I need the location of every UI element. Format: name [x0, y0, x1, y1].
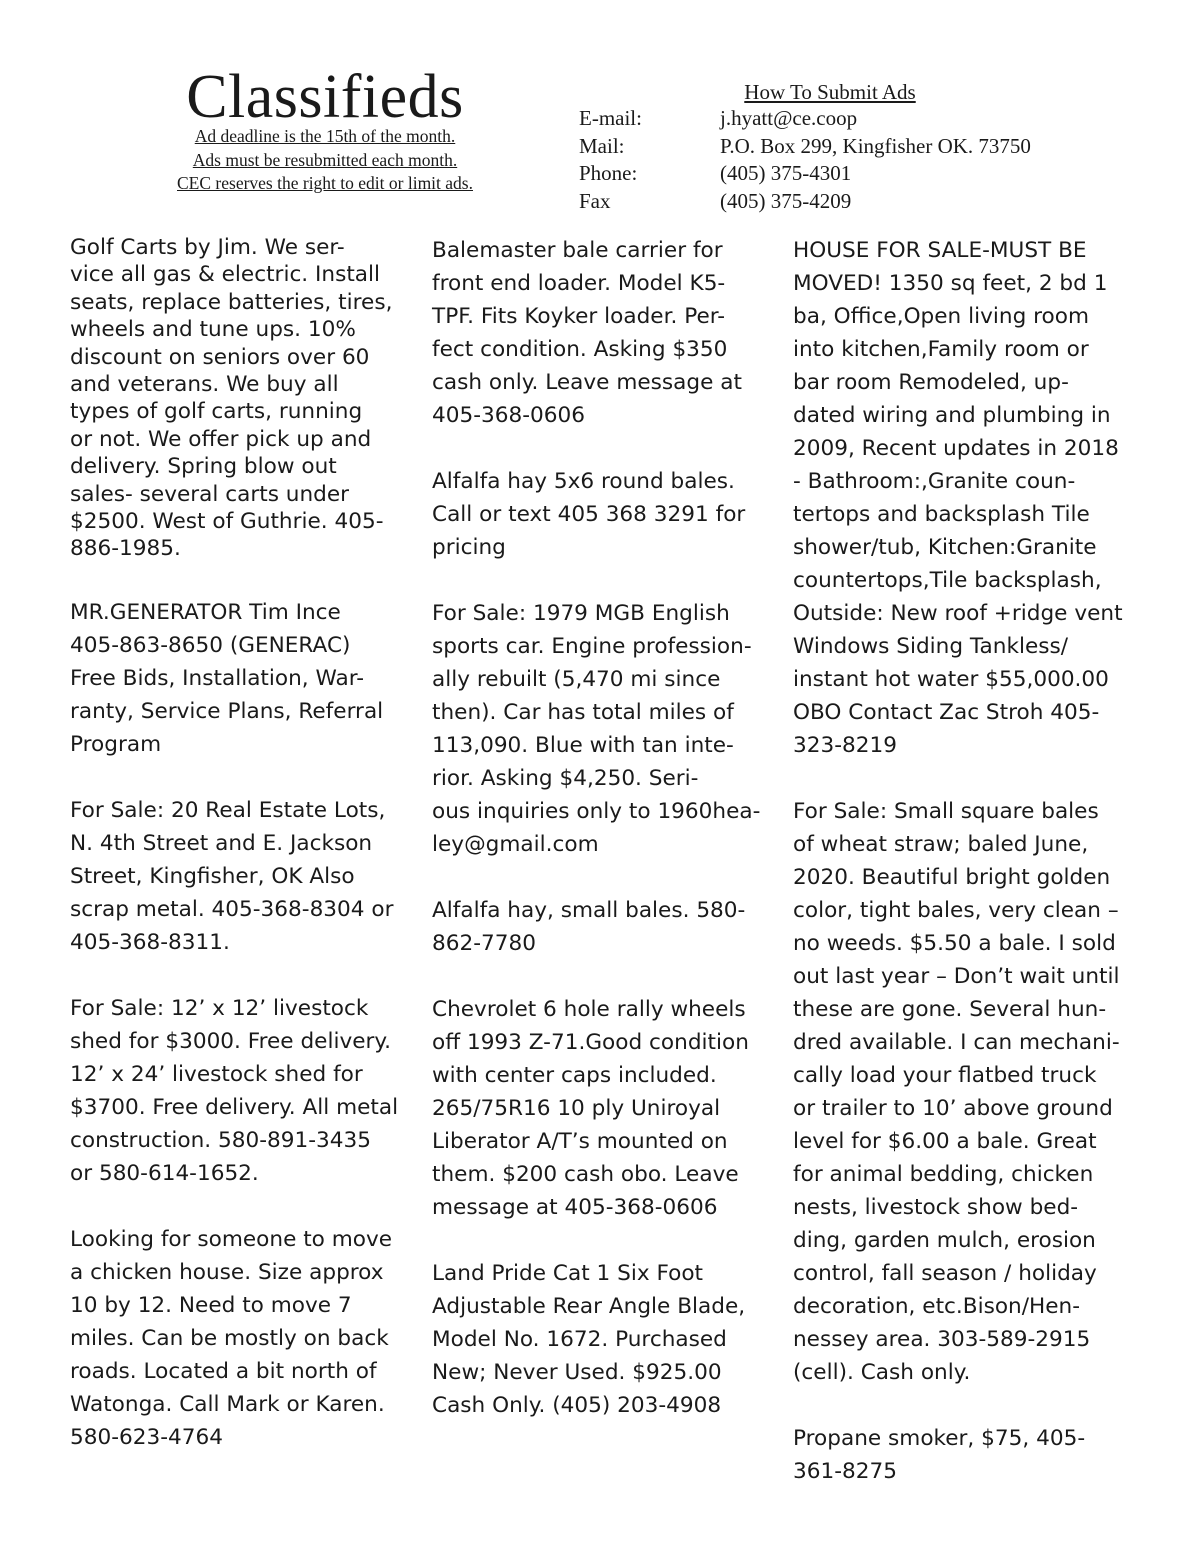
ad-text-line: wheels and tune ups. 10%	[70, 317, 356, 343]
ad-text-line: and veterans. We buy all	[70, 372, 339, 398]
ad-text-line: tertops and backsplash Tile	[793, 502, 1090, 527]
ad-text-line: Liberator A/T’s mounted on	[432, 1129, 728, 1154]
ad-text-line: control, fall season / holiday	[793, 1261, 1097, 1286]
ad-text-line: or not. We offer pick up and	[70, 426, 372, 452]
ad-text-line: types of golf carts, running	[70, 399, 363, 425]
ad-text-line: with center caps included.	[432, 1063, 717, 1088]
ad-text-line: vice all gas & electric. Install	[70, 262, 381, 288]
ad-text-line: discount on seniors over 60	[70, 344, 370, 370]
ad-text-line: shower/tub, Kitchen:Granite	[793, 535, 1097, 560]
ad-text-line: ba, Office,Open living room	[793, 304, 1089, 329]
email-link[interactable]: j.hyatt@ce.coop	[720, 106, 858, 130]
ad-text-line: OBO Contact Zac Stroh 405-	[793, 700, 1100, 725]
ad-text-line: Watonga. Call Mark or Karen.	[70, 1391, 385, 1417]
ad-text-line: For Sale: Small square bales	[793, 799, 1099, 824]
ad-text-line: message at 405-368-0606	[432, 1195, 718, 1220]
ad-text-line: Windows Siding Tankless/	[793, 634, 1069, 659]
ad-text-line: Land Pride Cat 1 Six Foot	[432, 1261, 704, 1286]
ad-text-line: cally load your flatbed truck	[793, 1063, 1097, 1088]
submit-contact-info	[579, 105, 1031, 215]
ad-text-line: bar room Remodeled, up-	[793, 370, 1069, 395]
ad-text-line: - Bathroom:,Granite coun-	[793, 469, 1076, 494]
ad-text-line: 405-368-8311.	[70, 929, 230, 955]
classified-ad	[432, 597, 777, 861]
ad-text-line: for animal bedding, chicken	[793, 1162, 1094, 1187]
ad-text-line: $3700. Free delivery. All metal	[70, 1094, 399, 1120]
contact-row-phone	[579, 160, 1031, 188]
ad-text-line: scrap metal. 405-368-8304 or	[70, 896, 394, 922]
ad-text-line: For Sale: 1979 MGB English	[432, 601, 730, 626]
submit-ads-heading: How To Submit Ads	[744, 80, 916, 104]
ad-text-line: 361-8275	[793, 1459, 897, 1484]
ad-text-line: them. $200 cash obo. Leave	[432, 1162, 739, 1187]
ad-text-line: MR.GENERATOR Tim Ince	[70, 599, 341, 625]
ad-policy-notes	[150, 125, 500, 196]
ad-text-line: out last year – Don’t wait until	[793, 964, 1120, 989]
contact-row-fax	[579, 188, 1031, 216]
contact-label: Mail:	[579, 133, 625, 158]
ad-text-line: ranty, Service Plans, Referral	[70, 698, 384, 724]
ad-text-line: 862-7780	[432, 931, 536, 956]
ad-text-line: sales- several carts under	[70, 481, 350, 507]
ad-text-line: Golf Carts by Jim. We ser-	[70, 235, 345, 260]
ad-text-line: nests, livestock show bed-	[793, 1195, 1079, 1220]
ads-column-2	[432, 234, 777, 1455]
ad-text-line: delivery. Spring blow out	[70, 454, 337, 480]
classified-ad	[793, 795, 1138, 1389]
ad-text-line: ding, garden mulch, erosion	[793, 1228, 1096, 1253]
ad-text-line: shed for $3000. Free delivery.	[70, 1028, 391, 1054]
ad-text-line: N. 4th Street and E. Jackson	[70, 830, 373, 856]
fax-number: (405) 375-4209	[720, 188, 852, 213]
ad-text-line: Looking for someone to move	[70, 1226, 393, 1252]
ad-text-line: these are gone. Several hun-	[793, 997, 1107, 1022]
edit-rights-note: CEC reserves the right to edit or limit ads.	[177, 173, 473, 193]
ad-text-line: Street, Kingfisher, OK Also	[70, 863, 355, 889]
contact-row-email	[579, 105, 1031, 133]
ad-text-line: dred available. I can mechani-	[793, 1030, 1120, 1055]
classified-ad	[70, 234, 415, 563]
ad-text-line: into kitchen,Family room or	[793, 337, 1089, 362]
ad-text-line: miles. Can be mostly on back	[70, 1325, 389, 1351]
ad-text-line: 113,090. Blue with tan inte-	[432, 733, 734, 758]
ad-text-line: HOUSE FOR SALE-MUST BE	[793, 238, 1087, 263]
ad-text-line: roads. Located a bit north of	[70, 1358, 377, 1384]
ad-text-line: off 1993 Z-71.Good condition	[432, 1030, 749, 1055]
ad-text-line: no weeds. $5.50 a bale. I sold	[793, 931, 1116, 956]
ad-text-line: of wheat straw; baled June,	[793, 832, 1089, 857]
ad-text-line: 323-8219	[793, 733, 897, 758]
ad-text-line: For Sale: 12’ x 12’ livestock	[70, 995, 369, 1021]
ad-text-line: nessey area. 303-589-2915	[793, 1327, 1091, 1352]
ad-text-line: 2020. Beautiful bright golden	[793, 865, 1111, 890]
classified-ad	[793, 1422, 1138, 1488]
ad-text-line: color, tight bales, very clean –	[793, 898, 1119, 923]
ads-column-3	[793, 234, 1138, 1521]
ad-text-line: Balemaster bale carrier for	[432, 238, 723, 263]
ad-text-line: or trailer to 10’ above ground	[793, 1096, 1113, 1121]
ad-text-line: ous inquiries only to 1960hea-	[432, 799, 761, 824]
ad-text-line: 580-623-4764	[70, 1424, 223, 1450]
classified-ad	[70, 992, 415, 1190]
classified-ad	[70, 1223, 415, 1454]
resubmit-note: Ads must be resubmitted each month.	[192, 149, 458, 170]
ad-text-line: countertops,Tile backsplash,	[793, 568, 1102, 593]
contact-label: E-mail:	[579, 106, 642, 130]
ad-text-line: seats, replace batteries, tires,	[70, 289, 393, 315]
deadline-note: Ad deadline is the 15th of the month.	[194, 126, 456, 146]
ad-text-line: 265/75R16 10 ply Uniroyal	[432, 1096, 721, 1121]
classified-ad	[432, 234, 777, 432]
ad-text-line: New; Never Used. $925.00	[432, 1360, 722, 1385]
classified-ad	[432, 465, 777, 564]
ad-text-line: (cell). Cash only.	[793, 1360, 971, 1385]
ad-text-line: front end loader. Model K5-	[432, 271, 726, 296]
ad-text-line: Program	[70, 731, 162, 757]
mail-address: P.O. Box 299, Kingfisher OK. 73750	[720, 133, 1031, 158]
ad-text-line: 12’ x 24’ livestock shed for	[70, 1061, 363, 1087]
ad-text-line: $2500. West of Guthrie. 405-	[70, 509, 384, 535]
phone-number: (405) 375-4301	[720, 161, 852, 185]
ad-text-line: cash only. Leave message at	[432, 370, 742, 395]
ad-text-line: MOVED! 1350 sq feet, 2 bd 1	[793, 271, 1108, 296]
ad-text-line: Outside: New roof +ridge vent	[793, 601, 1123, 626]
ad-text-line: 886-1985.	[70, 536, 181, 562]
ad-text-line: For Sale: 20 Real Estate Lots,	[70, 797, 386, 823]
ad-text-line: Chevrolet 6 hole rally wheels	[432, 997, 746, 1022]
classified-ad	[432, 993, 777, 1224]
classified-ad	[432, 1257, 777, 1422]
ad-text-line: decoration, etc.Bison/Hen-	[793, 1294, 1081, 1319]
ad-text-line: Propane smoker, $75, 405-	[793, 1426, 1086, 1451]
ad-text-line: then). Car has total miles of	[432, 700, 734, 725]
classified-ad	[70, 596, 415, 761]
ad-text-line: ley@gmail.com	[432, 832, 599, 857]
ad-text-line: sports car. Engine profession-	[432, 634, 752, 659]
ad-text-line: instant hot water $55,000.00	[793, 667, 1109, 692]
ad-text-line: TPF. Fits Koyker loader. Per-	[432, 304, 726, 329]
ad-text-line: a chicken house. Size approx	[70, 1259, 384, 1285]
ad-text-line: or 580-614-1652.	[70, 1160, 259, 1186]
ad-text-line: level for $6.00 a bale. Great	[793, 1129, 1097, 1154]
ad-text-line: Cash Only. (405) 203-4908	[432, 1393, 722, 1418]
ad-text-line: Model No. 1672. Purchased	[432, 1327, 727, 1352]
ad-text-line: Alfalfa hay, small bales. 580-	[432, 898, 746, 923]
ad-text-line: pricing	[432, 535, 506, 560]
ad-text-line: Free Bids, Installation, War-	[70, 665, 365, 691]
classified-ad	[70, 794, 415, 959]
ad-text-line: 2009, Recent updates in 2018	[793, 436, 1119, 461]
contact-label: Phone:	[579, 161, 638, 185]
ad-text-line: rior. Asking $4,250. Seri-	[432, 766, 699, 791]
ad-text-line: Adjustable Rear Angle Blade,	[432, 1294, 746, 1319]
ads-column-1	[70, 234, 415, 1487]
ad-text-line: 405-368-0606	[432, 403, 585, 428]
ad-text-line: 405-863-8650 (GENERAC)	[70, 632, 351, 658]
ad-text-line: construction. 580-891-3435	[70, 1127, 371, 1153]
ad-text-line: dated wiring and plumbing in	[793, 403, 1111, 428]
contact-row-mail	[579, 133, 1031, 161]
ad-text-line: Call or text 405 368 3291 for	[432, 502, 746, 527]
contact-label: Fax	[579, 188, 611, 213]
ad-text-line: fect condition. Asking $350	[432, 337, 728, 362]
classified-ad	[432, 894, 777, 960]
ad-text-line: Alfalfa hay 5x6 round bales.	[432, 469, 735, 494]
classified-ad	[793, 234, 1138, 762]
ad-text-line: 10 by 12. Need to move 7	[70, 1292, 352, 1318]
page-title: Classifieds	[186, 63, 464, 131]
ad-text-line: ally rebuilt (5,470 mi since	[432, 667, 721, 692]
